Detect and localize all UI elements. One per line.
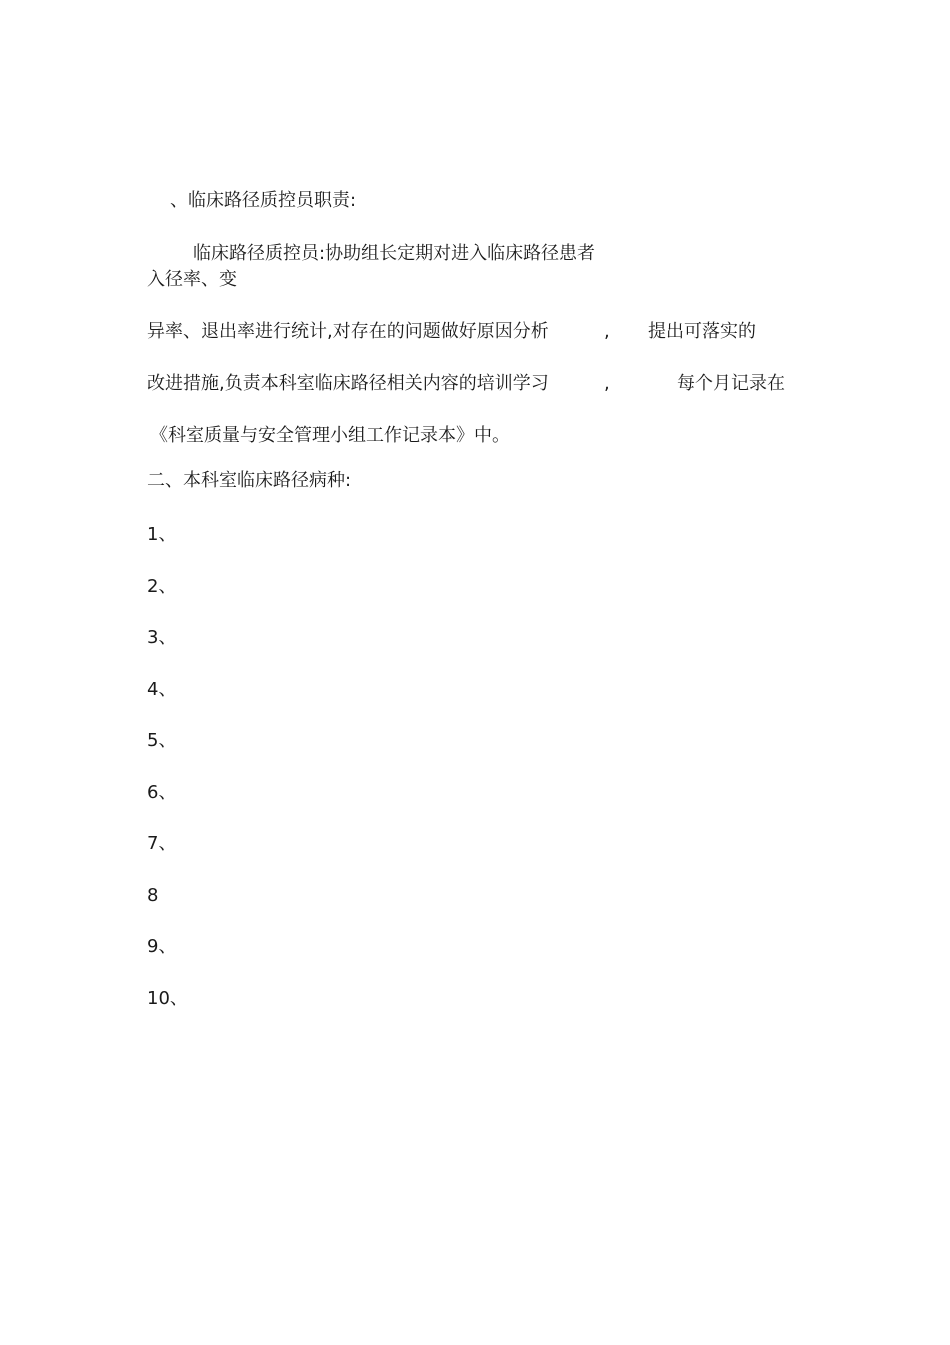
paragraph-line-3-tail: 提出可落实的: [648, 321, 756, 342]
list-item: 2、: [147, 576, 177, 597]
list-item: 1、: [147, 524, 177, 545]
list-item: 5、: [147, 730, 177, 751]
list-item: 6、: [147, 782, 177, 803]
list-item: 7、: [147, 833, 177, 854]
paragraph-line-4-text: 改进措施,负责本科室临床路径相关内容的培训学习: [147, 373, 549, 394]
paragraph-line-5: 《科室质量与安全管理小组工作记录本》中。: [150, 425, 510, 446]
list-item: 4、: [147, 679, 177, 700]
paragraph-line-3-text: 异率、退出率进行统计,对存在的问题做好原因分析: [147, 321, 549, 342]
list-item: 8: [147, 885, 159, 906]
list-item: 3、: [147, 627, 177, 648]
list-item: 9、: [147, 936, 177, 957]
paragraph-line-4-tail: 每个月记录在: [677, 373, 785, 394]
paragraph-line-4-comma: ,: [604, 373, 610, 394]
section2-heading: 二、本科室临床路径病种:: [147, 470, 352, 491]
list-item: 10、: [147, 988, 188, 1009]
section1-heading: 、临床路径质控员职责:: [170, 190, 357, 211]
paragraph-line-3-comma: ,: [604, 321, 610, 342]
paragraph-line-1: 临床路径质控员:协助组长定期对进入临床路径患者: [193, 243, 596, 264]
paragraph-line-2: 入径率、变: [147, 269, 237, 290]
